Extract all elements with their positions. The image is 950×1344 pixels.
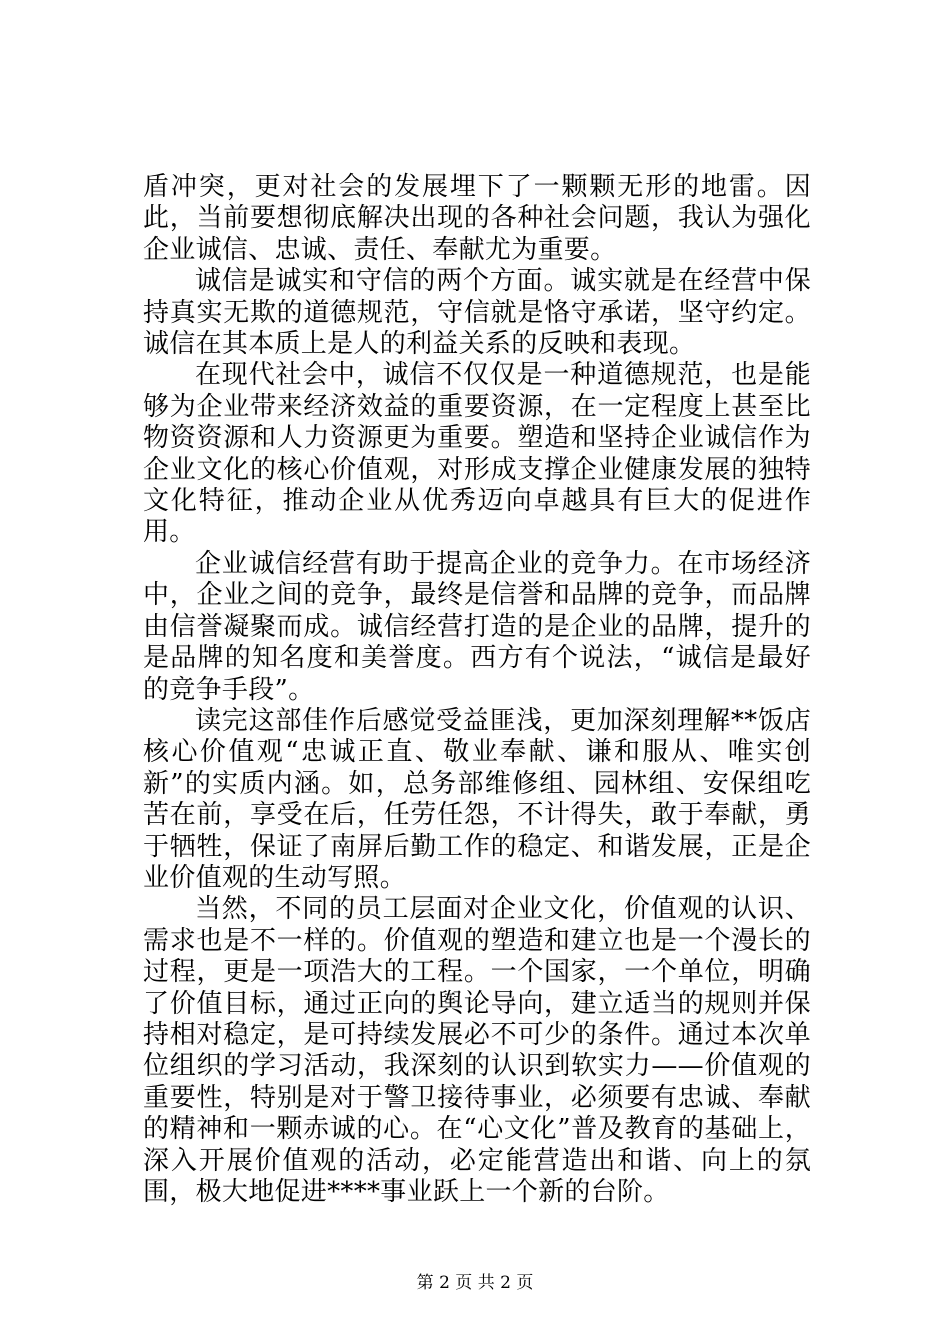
page-number-label: 第 2 页 共 2 页 (416, 1273, 534, 1293)
paragraph-5: 读完这部佳作后感觉受益匪浅，更加深刻理解**饭店核心价值观“忠诚正直、敬业奉献、谦和服从、唯实创新”的实质内涵。如，总务部维修组、园林组、安保组吃苦在前，享受在后，任劳任怨，不计得失，敢于奉献，勇于牺牲，保证了南屏后勤工作的稳定、和谐发展，正是企业价值观的生动写照。 (143, 705, 811, 893)
document-body (143, 172, 811, 1208)
paragraph-1: 盾冲突，更对社会的发展埋下了一颗颗无形的地雷。因此，当前要想彻底解决出现的各种社会问题，我认为强化企业诚信、忠诚、责任、奉献尤为重要。 (143, 172, 811, 265)
paragraph-4: 企业诚信经营有助于提高企业的竞争力。在市场经济中，企业之间的竞争，最终是信誉和品牌的竞争，而品牌由信誉凝聚而成。诚信经营打造的是企业的品牌，提升的是品牌的知名度和美誉度。西方有个说法，“诚信是最好的竞争手段”。 (143, 548, 811, 705)
paragraph-6: 当然，不同的员工层面对企业文化，价值观的认识、需求也是不一样的。价值观的塑造和建立也是一个漫长的过程，更是一项浩大的工程。一个国家，一个单位，明确了价值目标，通过正向的舆论导向，建立适当的规则并保持相对稳定，是可持续发展必不可少的条件。通过本次单位组织的学习活动，我深刻的认识到软实力——价值观的重要性，特别是对于警卫接待事业，必须要有忠诚、奉献的精神和一颗赤诚的心。在“心文化”普及教育的基础上，深入开展价值观的活动，必定能营造出和谐、向上的氛围，极大地促进****事业跃上一个新的台阶。 (143, 894, 811, 1207)
paragraph-3: 在现代社会中，诚信不仅仅是一种道德规范，也是能够为企业带来经济效益的重要资源，在一定程度上甚至比物资资源和人力资源更为重要。塑造和坚持企业诚信作为企业文化的核心价值观，对形成支撑企业健康发展的独特文化特征，推动企业从优秀迈向卓越具有巨大的促进作用。 (143, 360, 811, 548)
page-footer (0, 1273, 950, 1293)
paragraph-2: 诚信是诚实和守信的两个方面。诚实就是在经营中保持真实无欺的道德规范，守信就是恪守承诺，坚守约定。诚信在其本质上是人的利益关系的反映和表现。 (143, 266, 811, 360)
